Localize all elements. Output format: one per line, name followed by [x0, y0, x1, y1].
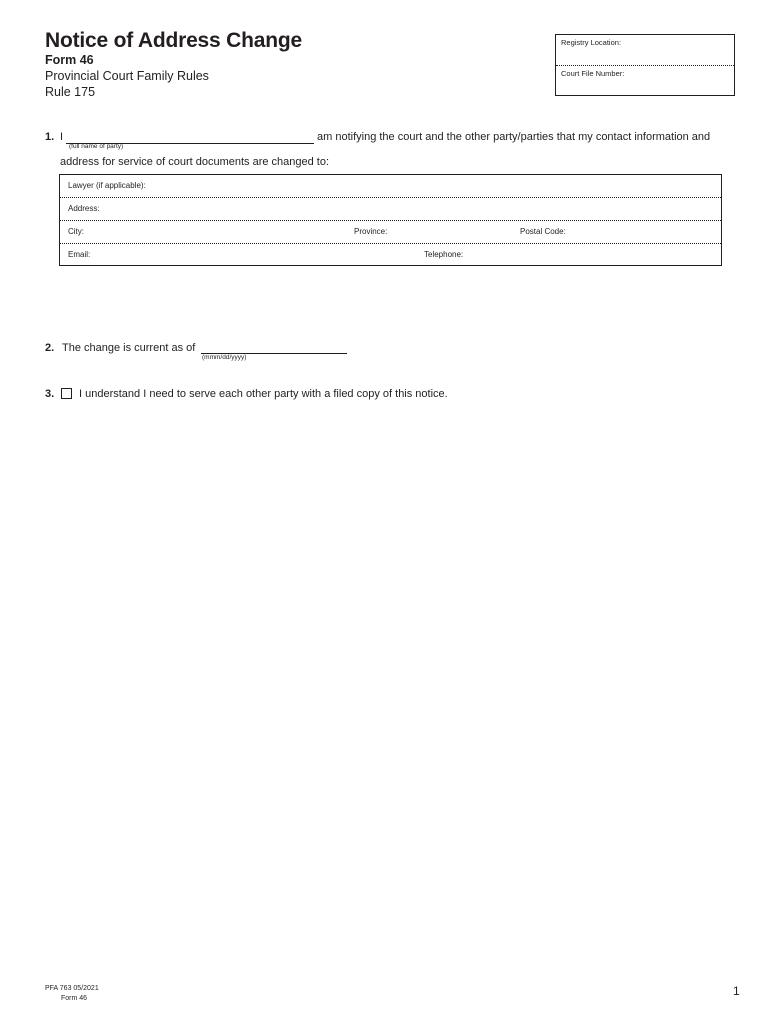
section-2-text: The change is current as of: [62, 342, 196, 354]
registry-box: [555, 34, 735, 96]
footer-form-name: Form 46: [61, 995, 88, 1002]
province-label: Province:: [354, 227, 388, 236]
footer-form-code: PFA 763 05/2021: [45, 985, 99, 992]
address-label: Address:: [68, 204, 100, 213]
lawyer-field[interactable]: [60, 175, 721, 198]
section-1-number: 1.: [45, 131, 55, 143]
section-2-number: 2.: [45, 342, 55, 354]
email-telephone-row[interactable]: [60, 244, 721, 267]
court-file-number-label: Court File Number:: [561, 69, 625, 78]
section-1-text-line2: address for service of court documents are changed to:: [60, 156, 330, 168]
full-name-hint: (full name of party): [69, 143, 124, 150]
city-province-postal-row[interactable]: [60, 221, 721, 244]
form-number: Form 46: [45, 53, 94, 67]
form-title: Notice of Address Change: [45, 29, 302, 52]
rule-number: Rule 175: [45, 85, 96, 99]
rules-name: Provincial Court Family Rules: [45, 69, 209, 83]
date-format-hint: (mmm/dd/yyyy): [202, 354, 247, 361]
registry-location-field[interactable]: [556, 35, 734, 66]
page-number: 1: [733, 984, 740, 998]
address-field[interactable]: [60, 198, 721, 221]
address-table: [59, 174, 722, 266]
section-3-text: I understand I need to serve each other party with a filed copy of this notice.: [79, 388, 448, 400]
postal-code-label: Postal Code:: [520, 227, 566, 236]
registry-location-label: Registry Location:: [561, 38, 622, 47]
section-1-prefix: I: [60, 131, 64, 143]
email-label: Email:: [68, 250, 91, 259]
lawyer-label: Lawyer (if applicable):: [68, 181, 146, 190]
city-label: City:: [68, 227, 84, 236]
serve-acknowledgement-checkbox[interactable]: [61, 388, 72, 399]
section-3-number: 3.: [45, 388, 55, 400]
court-file-number-field[interactable]: [556, 66, 734, 97]
section-1-text: am notifying the court and the other party/parties that my contact information and: [317, 131, 711, 143]
telephone-label: Telephone:: [424, 250, 464, 259]
